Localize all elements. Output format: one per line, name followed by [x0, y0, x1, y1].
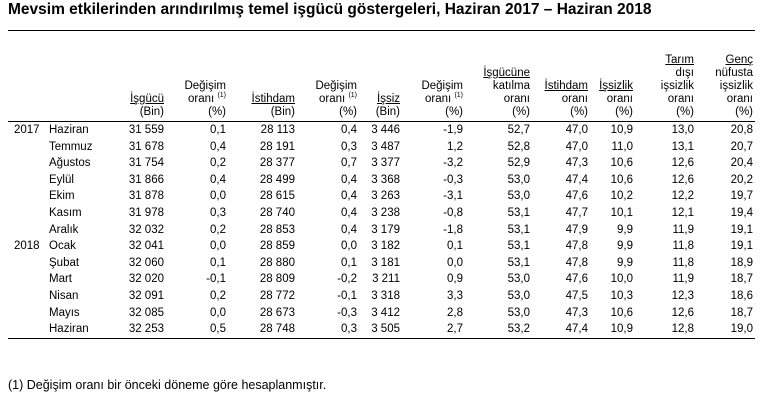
cell-value: 10,6	[610, 173, 633, 186]
header-year	[8, 31, 45, 122]
cell-value: 0,7	[341, 157, 357, 170]
cell-value: 53,2	[465, 321, 532, 338]
cell-value: 47,9	[565, 223, 588, 236]
cell-value: 53,1	[507, 206, 530, 219]
cell-value: 3 318	[371, 289, 400, 302]
cell-month: Nisan	[49, 289, 79, 302]
cell-value: 19,1	[730, 223, 753, 236]
cell-value: 11,8	[672, 256, 694, 269]
cell-value: 3 446	[359, 122, 402, 139]
header-istihdam-orani: İstihdam oranı (%)	[532, 31, 590, 122]
cell-value: 0,5	[166, 321, 228, 338]
cell-value: 10,9	[590, 122, 635, 139]
cell-year	[8, 305, 45, 322]
table-row	[8, 271, 755, 288]
cell-value: 53,0	[507, 190, 530, 203]
cell-year	[8, 255, 45, 272]
cell-value: 31 559	[109, 122, 166, 139]
header-row	[8, 31, 755, 122]
cell-value: 31 678	[128, 140, 164, 153]
table-row	[8, 188, 755, 205]
cell-value: 11,9	[672, 223, 694, 236]
cell-value: 28 377	[259, 157, 295, 170]
cell-year	[8, 205, 45, 222]
cell-year	[8, 321, 45, 338]
cell-value: 53,0	[507, 289, 530, 302]
cell-value: 0,1	[166, 122, 228, 139]
cell-value: 19,7	[730, 190, 753, 203]
cell-value: 0,4	[210, 140, 226, 153]
cell-value: 10,9	[590, 321, 635, 338]
footnote-mark: (1)	[217, 92, 226, 100]
cell-value: -3,1	[443, 190, 463, 203]
cell-value: 0,2	[210, 223, 226, 236]
table-row	[8, 305, 755, 322]
cell-value: 12,6	[671, 306, 694, 319]
cell-value: 9,9	[617, 256, 633, 269]
cell-value: 10,2	[610, 190, 633, 203]
cell-value: 12,6	[671, 157, 694, 170]
cell-value: 1,2	[447, 140, 463, 153]
cell-month: Ocak	[49, 240, 76, 253]
cell-value: 31 754	[128, 157, 164, 170]
labor-indicators-table	[8, 30, 755, 339]
cell-month: Şubat	[49, 256, 80, 269]
cell-month: Aralık	[49, 223, 79, 236]
cell-value: -0,2	[337, 273, 357, 286]
cell-value: 19,4	[730, 206, 753, 219]
cell-value: -1,8	[443, 223, 463, 236]
cell-value: 3 368	[371, 173, 400, 186]
cell-value: 0,4	[341, 190, 357, 203]
cell-value: 0,2	[210, 289, 226, 302]
table-row	[8, 205, 755, 222]
table-row	[8, 155, 755, 172]
cell-month: Ağustos	[49, 157, 91, 170]
cell-value: 3 181	[371, 256, 400, 269]
cell-value: 0,4	[341, 173, 357, 186]
cell-value: 20,4	[730, 157, 753, 170]
cell-value: -0,8	[443, 206, 463, 219]
cell-value: -0,3	[443, 173, 463, 186]
table-row	[8, 139, 755, 156]
table-row	[8, 321, 755, 338]
cell-value: 13,1	[671, 140, 694, 153]
cell-value: 52,9	[507, 157, 530, 170]
cell-value: 18,6	[730, 289, 753, 302]
page-title: Mevsim etkilerinden arındırılmış temel işgücü göstergeleri, Haziran 2017 – Haziran 2018	[8, 1, 652, 18]
cell-value: 0,4	[210, 173, 226, 186]
cell-value: 0,4	[297, 122, 359, 139]
cell-value: 20,8	[696, 122, 755, 139]
cell-value: 53,1	[507, 240, 530, 253]
cell-month: Mart	[49, 273, 72, 286]
cell-value: 47,4	[532, 321, 590, 338]
table-body	[8, 122, 755, 339]
cell-value: 2,8	[447, 306, 463, 319]
cell-value: 20,7	[730, 140, 753, 153]
cell-value: 28 748	[228, 321, 297, 338]
cell-year	[8, 155, 45, 172]
cell-value: 0,4	[341, 206, 357, 219]
cell-value: 31 878	[128, 190, 164, 203]
table-row	[8, 255, 755, 272]
cell-value: -0,3	[337, 306, 357, 319]
cell-value: 3 263	[371, 190, 400, 203]
cell-value: 3 412	[371, 306, 400, 319]
cell-value: 47,5	[565, 289, 588, 302]
cell-value: 31 866	[128, 173, 164, 186]
cell-value: -3,2	[443, 157, 463, 170]
cell-value: 20,2	[730, 173, 753, 186]
cell-value: 28 853	[259, 223, 295, 236]
cell-value: 19,1	[730, 240, 753, 253]
cell-value: 47,6	[565, 190, 588, 203]
cell-value: 32 085	[128, 306, 164, 319]
cell-value: 0,3	[297, 321, 359, 338]
cell-value: 32 253	[109, 321, 166, 338]
cell-value: 0,0	[341, 240, 357, 253]
cell-value: 28 113	[228, 122, 297, 139]
cell-value: 28 740	[259, 206, 295, 219]
header-issiz: İşsiz (Bin)	[359, 31, 402, 122]
cell-value: 32 032	[128, 223, 164, 236]
cell-value: 11,8	[672, 240, 694, 253]
cell-value: 47,8	[565, 256, 588, 269]
cell-value: 28 191	[259, 140, 295, 153]
cell-value: 47,8	[565, 240, 588, 253]
cell-value: 28 615	[259, 190, 295, 203]
cell-value: 13,0	[635, 122, 696, 139]
cell-value: 3 211	[372, 273, 400, 286]
cell-value: 0,0	[210, 306, 226, 319]
cell-value: 0,1	[447, 240, 463, 253]
cell-value: 28 859	[259, 240, 295, 253]
cell-value: 53,1	[507, 223, 530, 236]
cell-value: 0,3	[341, 140, 357, 153]
cell-value: 28 673	[259, 306, 295, 319]
cell-month: Temmuz	[49, 140, 93, 153]
cell-value: 53,0	[507, 273, 530, 286]
cell-value: 12,1	[671, 206, 694, 219]
cell-value: 47,0	[532, 122, 590, 139]
cell-value: 12,3	[671, 289, 694, 302]
cell-value: 9,9	[617, 223, 633, 236]
cell-value: 3,3	[447, 289, 463, 302]
cell-value: 2,7	[402, 321, 465, 338]
cell-value: 0,1	[210, 256, 226, 269]
cell-month: Mayıs	[49, 306, 80, 319]
cell-value: -1,9	[402, 122, 465, 139]
cell-value: 3 377	[371, 157, 400, 170]
cell-year	[8, 222, 45, 239]
cell-value: 52,7	[465, 122, 532, 139]
cell-value: 32 041	[128, 240, 164, 253]
cell-value: -0,1	[337, 289, 357, 302]
cell-value: 32 020	[128, 273, 164, 286]
cell-value: 3 238	[371, 206, 400, 219]
cell-value: 28 499	[259, 173, 295, 186]
cell-value: 11,0	[611, 140, 633, 153]
cell-month: Haziran	[45, 321, 109, 338]
header-isgucu: İşgücü (Bin)	[109, 31, 166, 122]
cell-month: Haziran	[45, 122, 109, 139]
header-genc: Genç nüfusta işsizlik oranı (%)	[696, 31, 755, 122]
cell-value: 11,9	[672, 273, 694, 286]
cell-value: 31 978	[128, 206, 164, 219]
cell-year	[8, 288, 45, 305]
cell-value: 47,4	[565, 173, 588, 186]
cell-value: 0,9	[447, 273, 463, 286]
cell-value: 3 505	[359, 321, 402, 338]
cell-value: 10,3	[610, 289, 633, 302]
cell-year: 2018	[14, 240, 40, 253]
cell-value: 10,0	[610, 273, 633, 286]
cell-value: 0,0	[210, 240, 226, 253]
footnote-mark: (1)	[454, 92, 463, 100]
header-degisim-2: Değişim oranı $^{(1)}$ (%)	[297, 31, 359, 122]
cell-value: 53,1	[507, 256, 530, 269]
cell-value: 47,3	[565, 157, 588, 170]
cell-value: 47,0	[565, 140, 588, 153]
cell-value: 18,7	[730, 273, 753, 286]
cell-value: 18,7	[730, 306, 753, 319]
cell-value: 3 182	[371, 240, 400, 253]
cell-value: 28 772	[259, 289, 295, 302]
cell-value: 47,6	[565, 273, 588, 286]
footnote-mark: (1)	[348, 92, 357, 100]
cell-value: 12,2	[671, 190, 694, 203]
cell-value: 12,8	[635, 321, 696, 338]
header-degisim-1: Değişim oranı $^{(1)}$ (%)	[166, 31, 228, 122]
cell-value: 47,7	[565, 206, 588, 219]
header-degisim-3: Değişim oranı $^{(1)}$ (%)	[402, 31, 465, 122]
cell-value: 3 487	[371, 140, 400, 153]
cell-value: 0,0	[210, 190, 226, 203]
cell-value: 28 809	[259, 273, 295, 286]
cell-value: 12,6	[671, 173, 694, 186]
cell-year	[8, 271, 45, 288]
header-tarim-disi: Tarım dışı işsizlik oranı (%)	[635, 31, 696, 122]
footnote: (1) Değişim oranı bir önceki döneme göre hesaplanmıştır.	[8, 378, 327, 392]
cell-value: -0,1	[206, 273, 226, 286]
cell-value: 53,0	[507, 173, 530, 186]
header-istihdam: İstihdam (Bin)	[228, 31, 297, 122]
cell-value: 53,0	[507, 306, 530, 319]
table-row	[8, 122, 755, 139]
header-katilma: İşgücüne katılma oranı (%)	[465, 31, 532, 122]
cell-value: 0,2	[210, 157, 226, 170]
cell-value: 32 060	[128, 256, 164, 269]
cell-month: Kasım	[49, 206, 82, 219]
cell-value: 28 880	[259, 256, 295, 269]
table-row	[8, 288, 755, 305]
cell-value: 10,6	[610, 306, 633, 319]
table-row	[8, 172, 755, 189]
cell-year: 2017	[8, 122, 45, 139]
cell-value: 52,8	[507, 140, 530, 153]
cell-month: Ekim	[49, 190, 75, 203]
header-month	[45, 31, 109, 122]
cell-value: 19,0	[696, 321, 755, 338]
cell-value: 9,9	[617, 240, 633, 253]
cell-value: 18,9	[730, 256, 753, 269]
cell-value: 10,6	[610, 157, 633, 170]
cell-value: 3 179	[371, 223, 400, 236]
cell-value: 0,1	[341, 256, 357, 269]
cell-year	[8, 139, 45, 156]
cell-year	[8, 188, 45, 205]
cell-year	[8, 172, 45, 189]
header-issizlik: İşsizlik oranı (%)	[590, 31, 635, 122]
cell-value: 47,3	[565, 306, 588, 319]
cell-value: 0,0	[447, 256, 463, 269]
table-row	[8, 222, 755, 239]
table-row	[8, 238, 755, 255]
cell-value: 0,4	[341, 223, 357, 236]
cell-value: 10,1	[610, 206, 633, 219]
cell-value: 32 091	[128, 289, 164, 302]
cell-month: Eylül	[49, 173, 74, 186]
cell-value: 0,3	[210, 206, 226, 219]
